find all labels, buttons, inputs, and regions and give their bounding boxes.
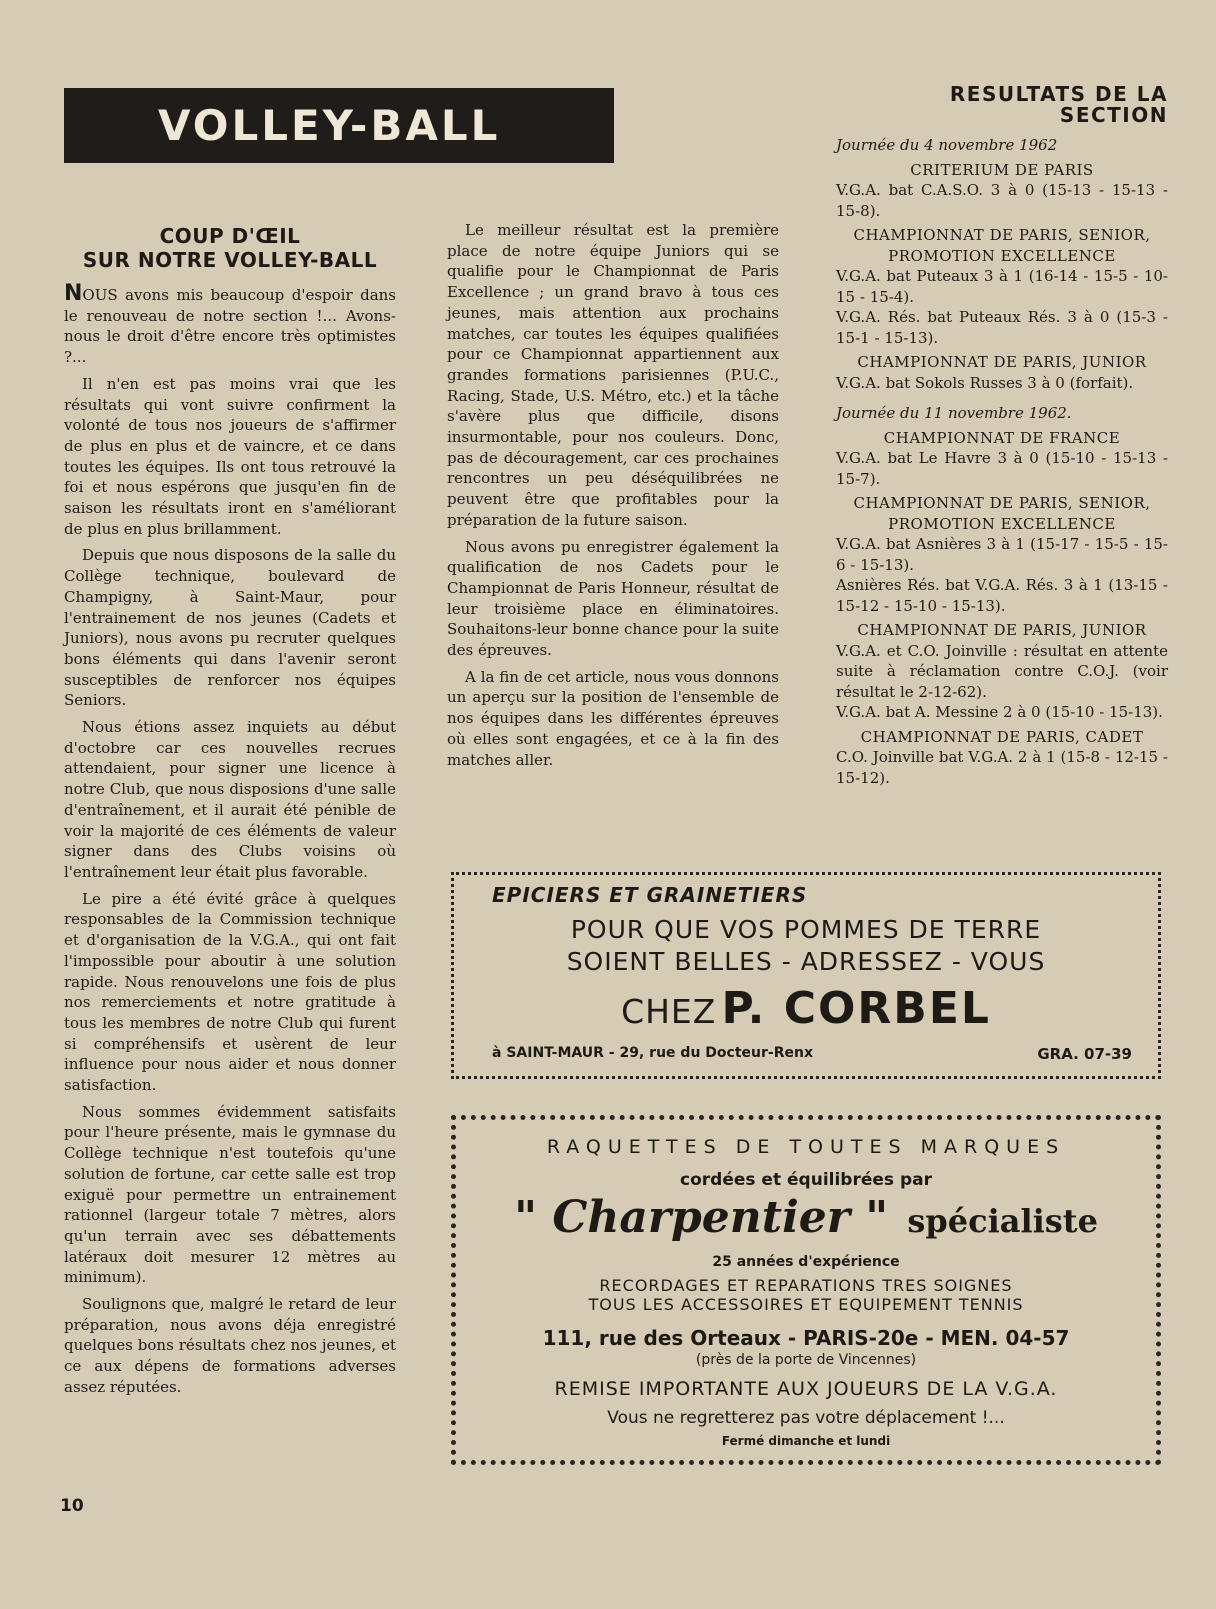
match-result: V.G.A. bat Asnières 3 à 1 (15-17 - 15-5 - 15-6 - 15-13). — [836, 535, 1168, 574]
article-column-1 — [64, 220, 396, 1404]
ad-brand: " Charpentier " — [514, 1192, 889, 1243]
ad-merchant — [454, 983, 1158, 1034]
paragraph — [64, 281, 396, 368]
competition-subheading: PROMOTION EXCELLENCE — [888, 246, 1116, 265]
article-column-2 — [447, 220, 779, 776]
paragraph-text: OUS avons mis beaucoup d'espoir dans le renouveau de notre section !... Avons-nous le droit d'être encore très optimistes ?... — [64, 286, 396, 367]
ad-address: à SAINT-MAUR - 29, rue du Docteur-Renx — [492, 1045, 813, 1061]
paragraph: Il n'en est pas moins vrai que les résultats qui vont suivre confirment la volonté de tous nos joueurs de s'affirmer de plus en plus et de vaincre, et ce dans toutes les équipes. Ils ont tous retrouvé la foi et nous espérons que jusqu'en fin de saison les résultats iront en s'améliorant de plus en plus brillamment. — [64, 374, 396, 538]
competition-heading: CHAMPIONNAT DE PARIS, CADET — [860, 727, 1144, 746]
ad-line: SOIENT BELLES - ADRESSEZ - VOUS — [566, 947, 1046, 976]
article-heading-line2: SUR NOTRE VOLLEY-BALL — [82, 248, 378, 272]
paragraph: Le meilleur résultat est la première place de notre équipe Juniors qui se qualifie pour le Championnat de Paris Excellence ; un grand bravo à tous ces jeunes, mais attention aux prochains matches, car toutes les équipes qualifiées pour ce Championnat appartiennent aux grandes formations parisiennes (P.U.C., Racing, Stade, U.S. Métro, etc.) et la tâche s'avère plus que difficile, disons insurmontable, pour nos couleurs. Donc, pas de découragement, car ces prochaines rencontres un peu déséquilibrées ne peuvent être que profitables pour la préparation de la future saison. — [447, 221, 779, 529]
match-result: V.G.A. bat Sokols Russes 3 à 0 (forfait). — [836, 373, 1134, 392]
paragraph: Nous étions assez inquiets au début d'octobre car ces nouvelles recrues attendaient, pour signer une licence à notre Club, que nous disposions d'une salle d'entraînement, et il aurait été pénible de voir la majorité de ces éléments de valeur signer dans des Clubs voisins où l'entraînement leur était plus favorable. — [64, 718, 396, 881]
advertisement-charpentier — [451, 1115, 1161, 1465]
ad-address: 111, rue des Orteaux - PARIS-20e - MEN. 04-57 — [542, 1326, 1070, 1350]
match-result: V.G.A. bat C.A.S.O. 3 à 0 (15-13 - 15-13 - 15-8). — [836, 181, 1168, 220]
results-title: RESULTATS DE LA SECTION — [949, 82, 1168, 127]
competition-heading: CHAMPIONNAT DE FRANCE — [883, 428, 1121, 447]
competition-heading: CHAMPIONNAT DE PARIS, JUNIOR — [857, 353, 1147, 371]
ad-merchant-name: P. CORBEL — [721, 983, 991, 1034]
paragraph: A la fin de cet article, nous vous donnons un aperçu sur la position de l'ensemble de nos équipes dans les différentes épreuves où elles sont engagées, et ce à la fin des matches aller. — [447, 667, 779, 769]
match-result: C.O. Joinville bat V.G.A. 2 à 1 (15-8 - 12-15 - 15-12). — [836, 748, 1168, 787]
ad-line: TOUS LES ACCESSOIRES ET EQUIPEMENT TENNIS — [588, 1295, 1024, 1314]
competition-heading: CHAMPIONNAT DE PARIS, SENIOR, — [853, 494, 1151, 512]
section-title: VOLLEY-BALL — [64, 88, 614, 163]
match-result: V.G.A. Rés. bat Puteaux Rés. 3 à 0 (15-3 - 15-1 - 15-13). — [836, 308, 1168, 347]
ad-specialist: spécialiste — [907, 1202, 1098, 1240]
results-date: Journée du 11 novembre 1962. — [836, 404, 1072, 422]
results-column — [836, 84, 1168, 788]
page-number: 10 — [60, 1496, 84, 1516]
ad-hours: Fermé dimanche et lundi — [721, 1434, 891, 1448]
ad-line: RECORDAGES ET REPARATIONS TRES SOIGNES — [599, 1276, 1013, 1295]
ad-address-note: (près de la porte de Vincennes) — [695, 1352, 917, 1368]
ad-experience: 25 années d'expérience — [712, 1254, 900, 1270]
paragraph: Nous sommes évidemment satisfaits pour l'heure présente, mais le gymnase du Collège technique n'est toutefois qu'une solution de fortune, car cette salle est trop exiguë pour permettre un entrainement rationnel (largeur totale 7 mètres, alors qu'un terrain avec ses débattements latéraux doit mesurer 12 mètres au minimum). — [64, 1102, 396, 1287]
ad-chez: CHEZ — [621, 992, 717, 1031]
match-result: Asnières Rés. bat V.G.A. Rés. 3 à 1 (13-15 - 15-12 - 15-10 - 15-13). — [836, 576, 1168, 615]
match-result: V.G.A. bat A. Messine 2 à 0 (15-10 - 15-13). — [836, 703, 1163, 721]
drop-cap: N — [64, 281, 83, 306]
paragraph: Nous avons pu enregistrer également la qualification de nos Cadets pour le Championnat de Paris Honneur, résultat de leur troisième place en éliminatoires. Souhaitons-leur bonne chance pour la suite des épreuves. — [447, 537, 779, 660]
article-heading-line1: COUP D'ŒIL — [159, 224, 301, 248]
ad-phone: GRA. 07-39 — [1037, 1045, 1132, 1063]
ad-tagline: Vous ne regretterez pas votre déplacement !... — [607, 1408, 1005, 1428]
paragraph: Soulignons que, malgré le retard de leur préparation, nous avons déja enregistré quelques bons résultats chez nos jeunes, et ce aux dépens de formations adverses assez réputées. — [64, 1295, 396, 1396]
ad-discount: REMISE IMPORTANTE AUX JOUEURS DE LA V.G.A. — [554, 1378, 1058, 1400]
match-result: V.G.A. bat Puteaux 3 à 1 (16-14 - 15-5 - 10-15 - 15-4). — [836, 267, 1168, 306]
article-heading — [64, 224, 396, 272]
paragraph: Depuis que nous disposons de la salle du Collège technique, boulevard de Champigny, à Saint-Maur, pour l'entrainement de nos jeunes (Cadets et Juniors), nous avons pu recruter quelques bons éléments qui dans l'avenir seront susceptibles de renforcer nos équipes Seniors. — [64, 546, 396, 710]
match-result: V.G.A. bat Le Havre 3 à 0 (15-10 - 15-13 - 15-7). — [836, 449, 1168, 488]
ad-line: RAQUETTES DE TOUTES MARQUES — [546, 1136, 1066, 1158]
results-date: Journée du 4 novembre 1962 — [836, 136, 1058, 154]
paragraph: Le pire a été évité grâce à quelques responsables de la Commission technique et d'organisation de la V.G.A., qui ont fait l'impossible pour aboutir à une solution rapide. Nous renouvelons une fois de plus nos remerciements et notre gratitude à tous les membres de notre Club qui furent si compréhensifs et usèrent de leur influence pour nous aider et nous donner satisfaction. — [64, 889, 396, 1095]
ad-line: POUR QUE VOS POMMES DE TERRE — [570, 915, 1042, 944]
match-result: V.G.A. et C.O. Joinville : résultat en attente suite à réclamation contre C.O.J. (voir résultat le 2-12-62). — [836, 641, 1168, 701]
competition-subheading: PROMOTION EXCELLENCE — [888, 514, 1116, 533]
ad-kicker: EPICIERS ET GRAINETIERS — [492, 883, 808, 907]
competition-heading: CRITERIUM DE PARIS — [910, 160, 1094, 179]
ad-brand-line — [456, 1192, 1156, 1243]
competition-heading: CHAMPIONNAT DE PARIS, SENIOR, — [853, 226, 1151, 244]
competition-heading: CHAMPIONNAT DE PARIS, JUNIOR — [857, 621, 1147, 639]
advertisement-corbel — [451, 872, 1161, 1079]
ad-line: cordées et équilibrées par — [680, 1170, 932, 1190]
